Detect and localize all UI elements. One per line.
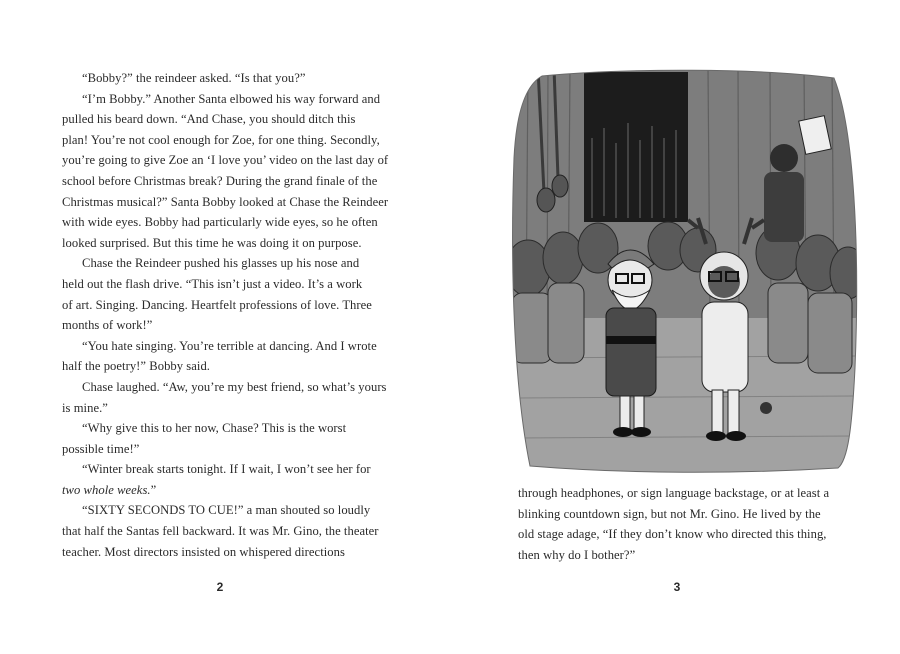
text-line: “Why give this to her now, Chase? This is the worst [82, 421, 347, 436]
text-line: months of work!” [62, 318, 153, 333]
right-page [450, 0, 900, 654]
text-line: half the poetry!” Bobby said. [62, 359, 210, 374]
illustration [508, 68, 860, 474]
text-line: plan! You’re not cool enough for Zoe, for one thing. Secondly, [62, 132, 380, 147]
text-line: Christmas musical?” Santa Bobby looked at Chase the Reindeer [62, 194, 389, 209]
text-line: Chase laughed. “Aw, you’re my best friend, so what’s yours [82, 379, 387, 394]
text-line: “I’m Bobby.” Another Santa elbowed his way forward and [82, 91, 381, 106]
text-line: you’re going to give Zoe an ‘I love you’ video on the last day of [62, 153, 389, 168]
text-line: held out the flash drive. “This isn’t just a video. It’s a work [62, 276, 363, 291]
text-line: “SIXTY SECONDS TO CUE!” a man shouted so loudly [82, 503, 371, 518]
page-number: 3 [673, 580, 681, 594]
text-line: with wide eyes. Bobby had particularly wide eyes, so he often [62, 215, 378, 230]
text-line: “You hate singing. You’re terrible at dancing. And I wrote [82, 338, 377, 353]
text-line: “Bobby?” the reindeer asked. “Is that you?” [82, 71, 306, 85]
right-page-text [518, 483, 838, 565]
text-line: pulled his beard down. “And Chase, you should ditch this [62, 112, 356, 127]
text-line: that half the Santas fell backward. It was Mr. Gino, the theater [62, 524, 379, 539]
text-line: “Winter break starts tonight. If I wait, I won’t see her for [82, 462, 371, 477]
text-line: two whole weeks.” [62, 482, 157, 497]
text-line: teacher. Most directors insisted on whispered directions [62, 544, 345, 559]
left-page-text [62, 68, 392, 562]
page-number: 2 [216, 580, 224, 594]
text-line: is mine.” [62, 400, 108, 415]
text-line: Chase the Reindeer pushed his glasses up his nose and [82, 256, 360, 271]
text-line: looked surprised. But this time he was doing it on purpose. [62, 235, 362, 250]
text-line: school before Christmas break? During the grand finale of the [62, 173, 378, 188]
text-line: of art. Singing. Dancing. Heartfelt professions of love. Three [62, 297, 372, 312]
text-line: blinking countdown sign, but not Mr. Gino. He lived by the [518, 506, 821, 521]
text-line: old stage adage, “If they don’t know who directed this thing, [518, 527, 827, 542]
text-line: through headphones, or sign language backstage, or at least a [518, 486, 830, 500]
text-line: possible time!” [62, 441, 140, 456]
text-line: then why do I bother?” [518, 547, 636, 562]
